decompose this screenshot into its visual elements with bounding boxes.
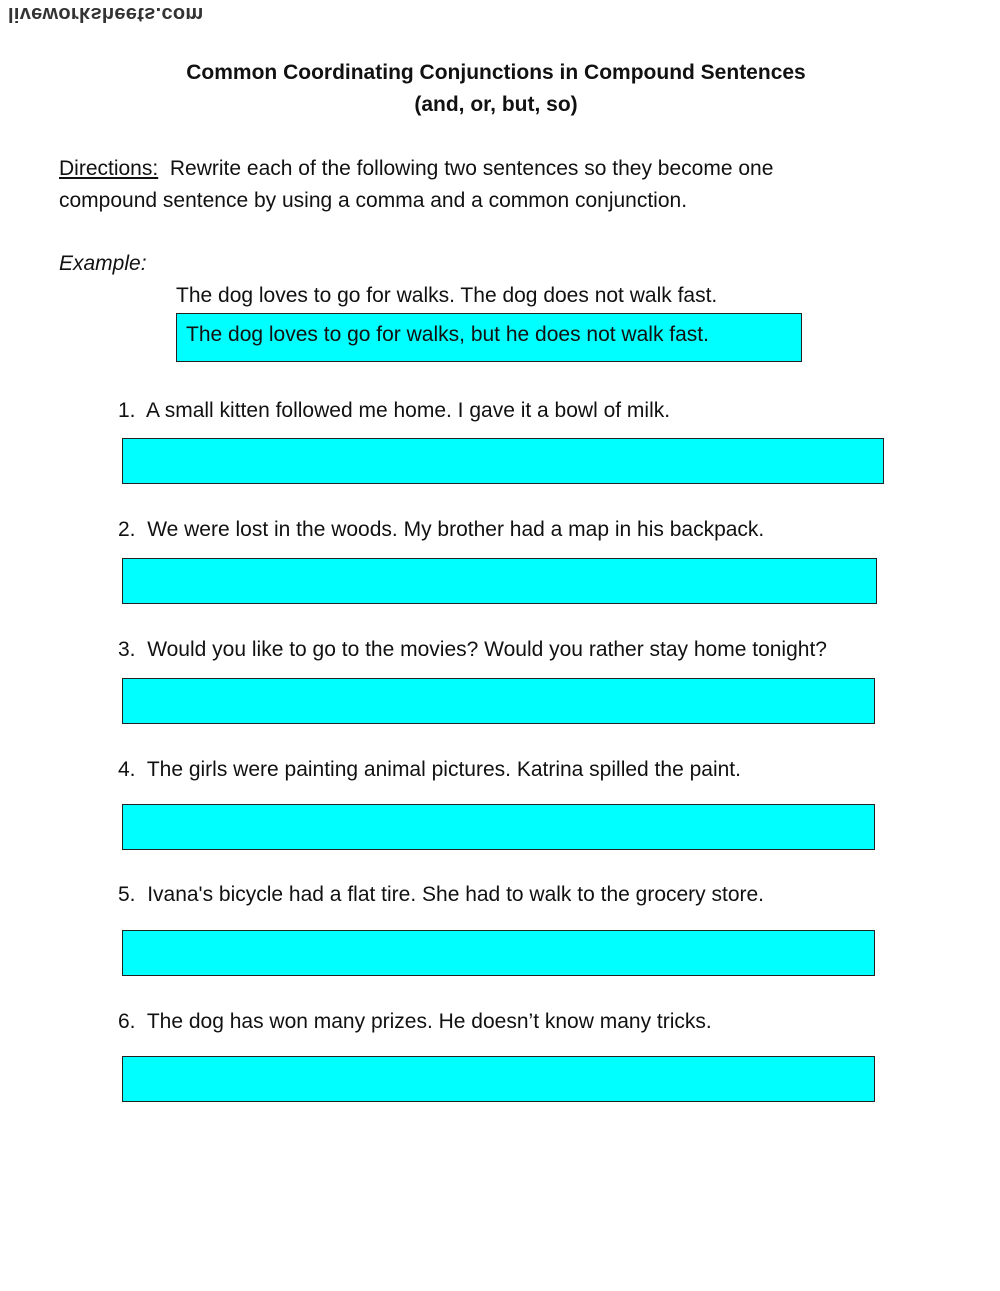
answer-input-2[interactable] (122, 558, 877, 604)
question-number: 1. (118, 399, 136, 422)
directions-line-1 (59, 157, 773, 181)
example-sentence: The dog loves to go for walks. The dog does not walk fast. (176, 284, 718, 307)
question-2 (118, 518, 764, 542)
question-3 (118, 638, 827, 662)
example-answer-box: The dog loves to go for walks, but he does not walk fast. (176, 313, 802, 362)
answer-input-3[interactable] (122, 678, 875, 724)
answer-input-4[interactable] (122, 804, 875, 850)
question-4 (118, 758, 741, 782)
question-text: Would you like to go to the movies? Would you rather stay home tonight? (147, 638, 827, 661)
question-number: 6. (118, 1010, 136, 1033)
question-number: 5. (118, 883, 136, 906)
example-label: Example: (59, 252, 147, 275)
directions-label: Directions: (59, 157, 159, 180)
answer-input-5[interactable] (122, 930, 875, 976)
directions-text-1: Rewrite each of the following two sentences so they become one (169, 157, 774, 180)
page-title: Common Coordinating Conjunctions in Compound Sentences (186, 61, 806, 84)
question-text: A small kitten followed me home. I gave it a bowl of milk. (146, 399, 671, 422)
question-number: 2. (118, 518, 136, 541)
question-number: 3. (118, 638, 136, 661)
question-text: Ivana's bicycle had a flat tire. She had to walk to the grocery store. (147, 883, 765, 906)
question-text: The girls were painting animal pictures. Katrina spilled the paint. (146, 758, 741, 781)
question-5 (118, 883, 764, 907)
answer-input-6[interactable] (122, 1056, 875, 1102)
question-6 (118, 1010, 712, 1034)
answer-input-1[interactable] (122, 438, 884, 484)
watermark-logo: liveworksheets.com (8, 3, 204, 25)
page-subtitle: (and, or, but, so) (414, 93, 578, 116)
question-text: We were lost in the woods. My brother had a map in his backpack. (147, 518, 765, 541)
directions-text-2: compound sentence by using a comma and a common conjunction. (59, 189, 688, 212)
question-1 (118, 399, 670, 423)
question-text: The dog has won many prizes. He doesn’t know many tricks. (146, 1010, 712, 1033)
question-number: 4. (118, 758, 136, 781)
